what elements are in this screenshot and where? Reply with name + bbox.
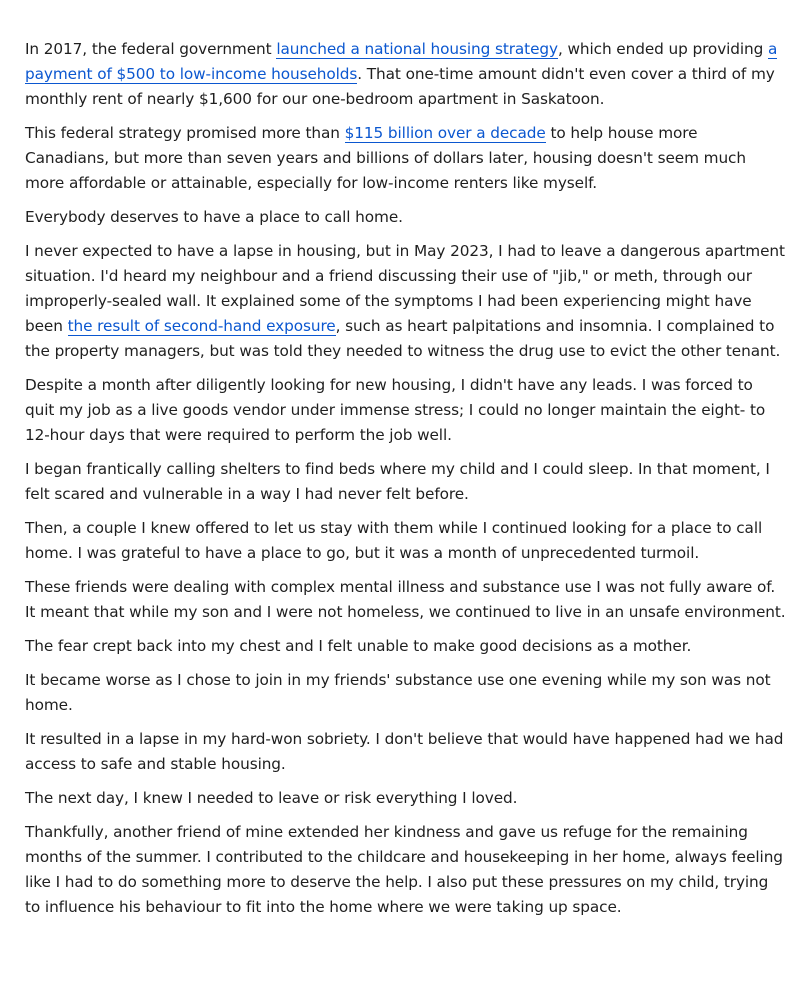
text-span: I never expected to have a lapse in housing, but in May 2023, I had to leave a dangerous apartment situation. I'd heard my neighbour and a friend discussing their use of "jib," or meth, through our improperly-sealed wall. It explained some of the symptoms I had been experiencing might have been bbox=[25, 242, 785, 335]
inline-link[interactable]: launched a national housing strategy bbox=[276, 40, 558, 58]
text-span: , which ended up providing bbox=[557, 40, 769, 58]
paragraph bbox=[25, 239, 786, 364]
text-span: Then, a couple I knew offered to let us stay with them while I continued looking for a place to call home. I was grateful to have a place to go, but it was a month of unprecedented turmoil. bbox=[25, 519, 763, 562]
text-span: Despite a month after diligently looking for new housing, I didn't have any leads. I was forced to quit my job as a live goods vendor under immense stress; I could no longer maintain the eight- to 12-hour days that were required to perform the job well. bbox=[25, 376, 766, 444]
inline-link[interactable]: $115 billion over a decade bbox=[344, 124, 546, 142]
inline-link[interactable]: the result of second-hand exposure bbox=[67, 317, 336, 335]
text-span: The next day, I knew I needed to leave or risk everything I loved. bbox=[25, 789, 518, 807]
text-span: Everybody deserves to have a place to call home. bbox=[25, 208, 403, 226]
paragraph bbox=[25, 820, 786, 920]
paragraph bbox=[25, 516, 786, 566]
inline-link[interactable]: a payment of $500 to low-income households bbox=[25, 40, 778, 83]
paragraph bbox=[25, 668, 786, 718]
text-span: In 2017, the federal government bbox=[25, 40, 277, 58]
text-span: It became worse as I chose to join in my friends' substance use one evening while my son was not home. bbox=[25, 671, 771, 714]
text-span: These friends were dealing with complex mental illness and substance use I was not fully aware of. It meant that while my son and I were not homeless, we continued to live in an unsafe environment. bbox=[25, 578, 786, 621]
paragraph bbox=[25, 727, 786, 777]
text-span: I began frantically calling shelters to find beds where my child and I could sleep. In that moment, I felt scared and vulnerable in a way I had never felt before. bbox=[25, 460, 770, 503]
paragraph bbox=[25, 373, 786, 448]
paragraph bbox=[25, 786, 786, 811]
text-span: The fear crept back into my chest and I felt unable to make good decisions as a mother. bbox=[25, 637, 692, 655]
text-span: to help house more Canadians, but more than seven years and billions of dollars later, housing doesn't seem much more affordable or attainable, especially for low-income renters like myself. bbox=[25, 124, 746, 192]
text-span: It resulted in a lapse in my hard-won sobriety. I don't believe that would have happened had we had access to safe and stable housing. bbox=[25, 730, 784, 773]
paragraph bbox=[25, 121, 786, 196]
paragraph bbox=[25, 634, 786, 659]
paragraph bbox=[25, 575, 786, 625]
text-span: , such as heart palpitations and insomnia. I complained to the property managers, but was told they needed to witness the drug use to evict the other tenant. bbox=[25, 317, 781, 360]
paragraph bbox=[25, 205, 786, 230]
paragraph bbox=[25, 457, 786, 507]
text-span: This federal strategy promised more than bbox=[25, 124, 345, 142]
text-span: . That one-time amount didn't even cover a third of my monthly rent of nearly $1,600 for our one-bedroom apartment in Saskatoon. bbox=[25, 65, 775, 108]
text-span: Thankfully, another friend of mine extended her kindness and gave us refuge for the remaining months of the summer. I contributed to the childcare and housekeeping in her home, always feeling like I had to do something more to deserve the help. I also put these pressures on my child, trying to influence his behaviour to fit into the home where we were taking up space. bbox=[25, 823, 783, 916]
paragraph bbox=[25, 37, 786, 112]
